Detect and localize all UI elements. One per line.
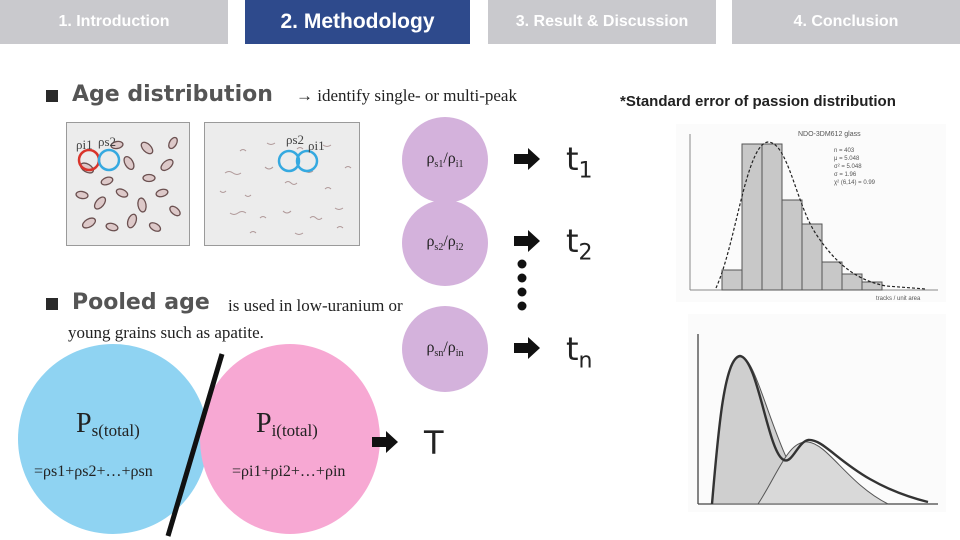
- histogram-figure: [676, 124, 946, 302]
- pi-total-formula: =ρi1+ρi2+…+ρin: [232, 463, 346, 480]
- pooled-age-text-2: young grains such as apatite.: [68, 323, 264, 342]
- identify-peak-text: [296, 86, 517, 106]
- tab-conclusion[interactable]: [732, 0, 960, 44]
- age-distribution-title: Age distribution: [72, 82, 273, 107]
- density-curve-figure: [688, 314, 946, 512]
- ratio-circle-1: [402, 117, 488, 203]
- sample2-rho-s2-label: ρs2: [286, 132, 305, 147]
- tab-label: 4. Conclusion: [793, 13, 899, 30]
- sample-tracks-image: [204, 122, 360, 246]
- tab-introduction[interactable]: [0, 0, 228, 44]
- ellipsis-dots-icon: [516, 258, 528, 314]
- arrow-right-icon: [514, 148, 540, 170]
- tab-label: 2. Methodology: [280, 10, 435, 33]
- ratio-circle-2: [402, 200, 488, 286]
- tab-label: 1. Introduction: [58, 13, 170, 30]
- ratio-1-text: $\rho_{s1}/\rho_{i1}$: [426, 149, 464, 171]
- pooled-age-title: Pooled age: [72, 290, 210, 315]
- divider-slash: [160, 350, 230, 540]
- arrow-right-icon: [514, 230, 540, 252]
- ratio-circle-n: [402, 306, 488, 392]
- right-arrow-icon: →: [296, 86, 313, 105]
- svg-text:n = 403: n = 403: [834, 148, 855, 154]
- histogram-title: NDO-3DM612 glass: [798, 131, 861, 138]
- t1-label: $t_1$: [566, 140, 593, 184]
- arrow-right-icon: [372, 431, 398, 453]
- tn-label: $t_n$: [566, 330, 593, 374]
- svg-text:χ² (6,14) = 0.99: χ² (6,14) = 0.99: [834, 180, 876, 186]
- tab-result-discussion[interactable]: [488, 0, 716, 44]
- svg-text:μ = 5.048: μ = 5.048: [834, 156, 860, 162]
- sample1-rho-i1-label: ρi1: [76, 137, 93, 152]
- tab-label: 3. Result & Discussion: [515, 13, 689, 30]
- t2-label: $t_2$: [566, 222, 593, 266]
- ps-total-label: $P_{s(total)}$: [76, 408, 140, 441]
- tab-methodology[interactable]: [245, 0, 470, 44]
- sample1-rho-s2-label: ρs2: [98, 134, 117, 149]
- pooled-age-result: T: [424, 424, 444, 462]
- bullet-square-icon: [46, 298, 58, 310]
- bullet-square-icon: [46, 90, 58, 102]
- ratio-2-text: $\rho_{s2}/\rho_{i2}$: [426, 232, 464, 254]
- sample2-rho-i1-label: ρi1: [308, 138, 325, 153]
- ps-total-formula: =ρs1+ρs2+…+ρsn: [34, 463, 153, 480]
- svg-text:σ² = 5.048: σ² = 5.048: [834, 164, 862, 170]
- pooled-age-text-1: is used in low-uranium or: [228, 296, 403, 315]
- pi-total-label: $P_{i(total)}$: [256, 408, 318, 441]
- identify-peak-label: identify single- or multi-peak: [317, 86, 517, 105]
- ratio-n-text: $\rho_{sn}/\rho_{in}$: [426, 338, 464, 360]
- arrow-right-icon: [514, 337, 540, 359]
- histogram-axis-label: tracks / unit area: [876, 296, 921, 302]
- svg-text:σ = 1.96: σ = 1.96: [834, 172, 857, 178]
- standard-error-note: *Standard error of passion distribution: [620, 93, 896, 110]
